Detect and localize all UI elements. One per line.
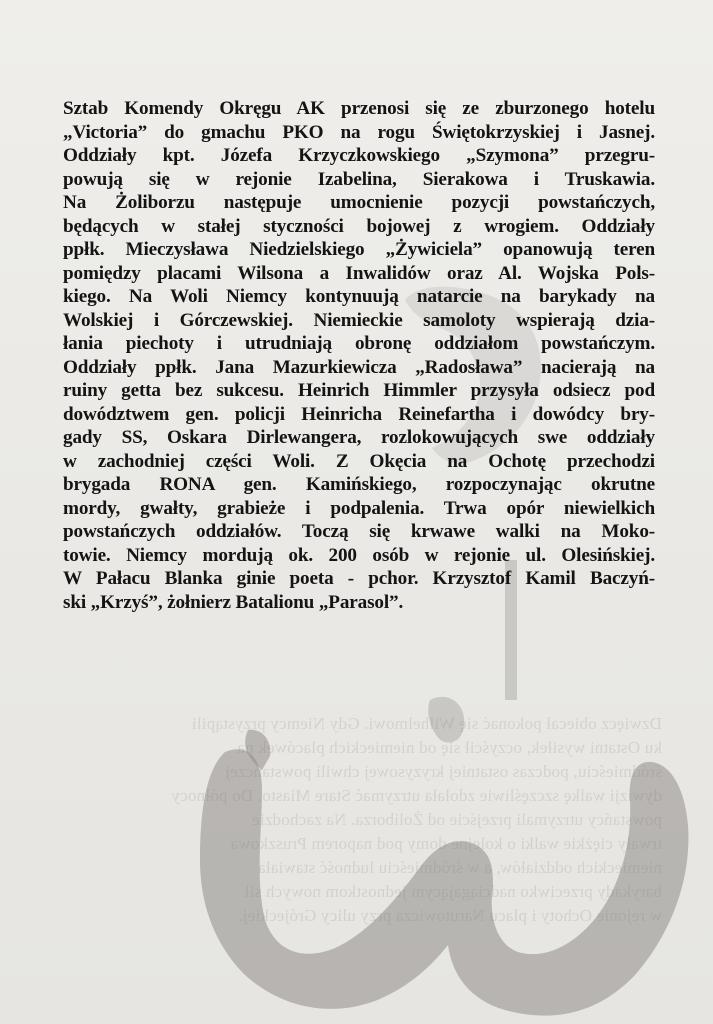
paragraph-line: powstańczych oddziałów. Toczą się krwawe walki na Moko- <box>63 521 655 542</box>
paragraph-line: Sztab Komendy Okręgu AK przenosi się ze zburzonego hotelu <box>63 98 655 119</box>
paragraph-line: towie. Niemcy mordują ok. 200 osób w rejonie ul. Olesińskiej. <box>63 544 655 566</box>
paragraph-line: w zachodniej części Woli. Z Okęcia na Ochotę przechodzi <box>63 450 655 472</box>
paragraph-line: Oddziały ppłk. Jana Mazurkiewicza „Radosława” nacierają na <box>63 356 655 378</box>
paragraph-line: będących w stałej styczności bojowej z wrogiem. Oddziały <box>63 215 655 237</box>
paragraph-line: brygada RONA gen. Kamińskiego, rozpoczynając okrutne <box>63 474 655 495</box>
bleed-through-text: Dzwięcz obiecał pokonać się Wilhelmowi. Gdy Niemcy przystąpili ku Ostatni wysiłek, oczyścił się od niemieckich placówek na śródmieściu, podczas ostatniej kryzysowej chwili powstańczej dywizji walkę szczęśliwie zdołała utrzymać Stare Miasto. Do północy powstańcy utrzymali przejście od Żoliborza. Na zachodzie trwały ciężkie walki o kolejne domy pod naporem Pruszkowa niemieckich oddziałów, a w śródmieściu ludność stawiała barykady przeciwko nadciągającym jednostkom nowych sił w rejonie Ochoty i placu Narutowicza przy ulicy Grójeckiej. <box>171 714 662 925</box>
paragraph-line: mordy, gwałty, grabieże i podpalenia. Trwa opór niewielkich <box>63 497 655 519</box>
paragraph-line: łania piechoty i utrudniają obronę oddziałom powstańczym. <box>63 333 655 354</box>
paragraph-line: dowództwem gen. policji Heinricha Reinefartha i dowódcy bry- <box>63 403 655 425</box>
paragraph-line: „Victoria” do gmachu PKO na rogu Świętokrzyskiej i Jasnej. <box>63 121 655 143</box>
main-paragraph <box>63 97 655 614</box>
paragraph-line: W Pałacu Blanka ginie poeta - pchor. Krzysztof Kamil Baczyń- <box>63 568 655 589</box>
paragraph-line: ruiny getta bez sukcesu. Heinrich Himmler przysyła odsiecz pod <box>63 380 655 401</box>
paragraph-line: ski „Krzyś”, żołnierz Batalionu „Parasol”. <box>63 591 404 613</box>
paragraph-line: kiego. Na Woli Niemcy kontynuują natarcie na barykady na <box>63 286 655 307</box>
paragraph-line: ppłk. Mieczysława Niedzielskiego „Żywiciela” opanowują teren <box>63 239 655 260</box>
paragraph-line: powują się w rejonie Izabelina, Sierakowa i Truskawia. <box>63 168 655 190</box>
paragraph-line: Oddziały kpt. Józefa Krzyczkowskiego „Szymona” przegru- <box>63 145 655 166</box>
paragraph-line: pomiędzy placami Wilsona a Inwalidów oraz Al. Wojska Pols- <box>63 262 655 284</box>
paragraph-line: Na Żoliborzu następuje umocnienie pozycji powstańczych, <box>63 192 655 213</box>
paragraph-line: Wolskiej i Górczewskiej. Niemieckie samoloty wspierają dzia- <box>63 309 655 331</box>
paragraph-line: gady SS, Oskara Dirlewangera, rozlokowujących swe oddziały <box>63 427 655 448</box>
